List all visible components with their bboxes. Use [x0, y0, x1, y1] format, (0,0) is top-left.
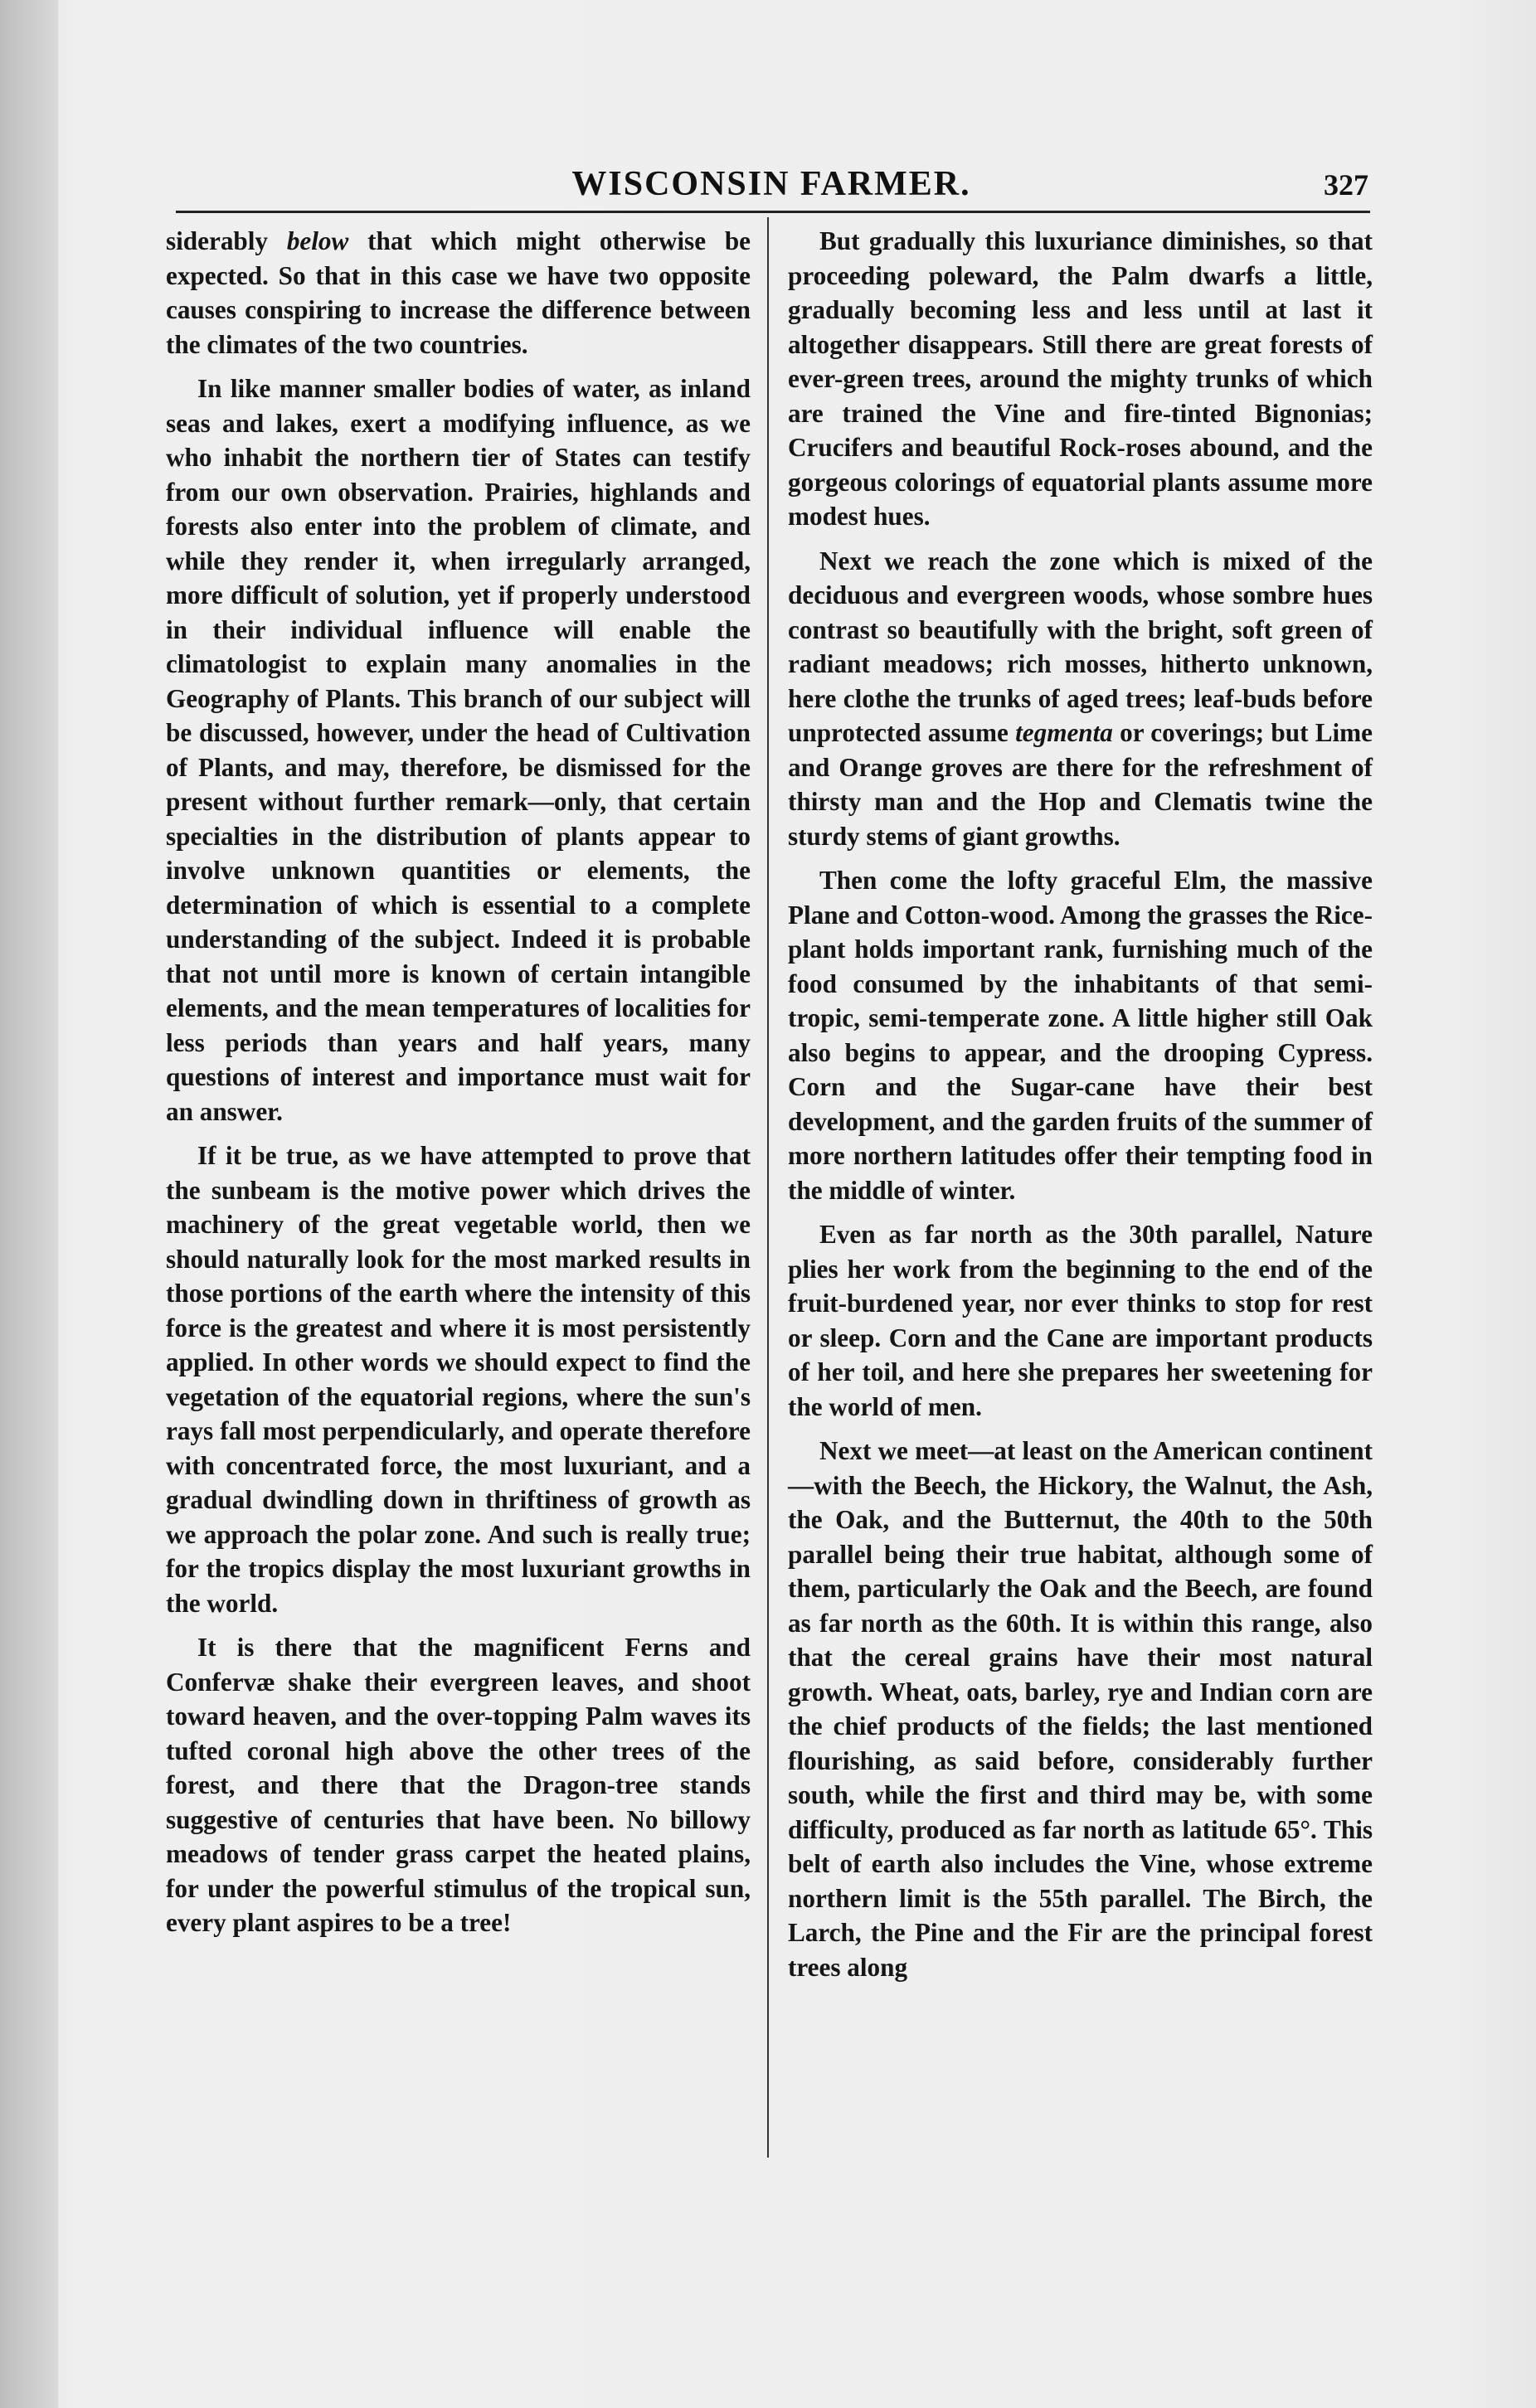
right-paragraph-1: But gradually this luxuriance diminishes, so that proceeding poleward, the Palm dwarfs a little, gradually becoming less and less until at last it altogether disappears. Still there are great forests of ever-green trees, around the mighty trunks of which are trained the Vine and fire-tinted Bignonias; Crucifers and beautiful Rock-roses abound, and the gorgeous colorings of equatorial plants assume more modest hues. — [788, 226, 1373, 531]
page-gutter-shadow — [0, 0, 58, 2408]
right-paragraph-5: Next we meet—at least on the American continent—with the Beech, the Hickory, the Walnut, the Ash, the Oak, and the Butternut, the 40th to the 50th parallel being their true habitat, although some of them, particularly the Oak and the Beech, are found as far north as the 60th. It is within this range, also that the cereal grains have their most natural growth. Wheat, oats, barley, rye and Indian corn are the chief products of the fields; the last mentioned flourishing, as said before, considerably further south, while the first and third may be, with some difficulty, produced as far north as latitude 65°. This belt of earth also includes the Vine, whose extreme northern limit is the 55th parallel. The Birch, the Larch, the Pine and the Fir are the principal forest trees along — [788, 1436, 1373, 1982]
left-column — [166, 224, 751, 1950]
left-paragraph-4: It is there that the magnificent Ferns and Confervæ shake their evergreen leaves, and shoot toward heaven, and the over-topping Palm waves its tufted coronal high above the other trees of the forest, and there that the Dragon-tree stands suggestive of centuries that have been. No billowy meadows of tender grass carpet the heated plains, for under the powerful stimulus of the tropical sun, every plant aspires to be a tree! — [166, 1633, 751, 1937]
header-rule — [176, 211, 1370, 213]
running-title: WISCONSIN FARMER. — [571, 165, 971, 203]
left-paragraph-3: If it be true, as we have attempted to prove that the sunbeam is the motive power which drives the machinery of the great vegetable world, then we should naturally look for the most marked results in those portions of the earth where the intensity of this force is the greatest and where it is most persistently applied. In other words we should expect to find the vegetation of the equatorial regions, where the sun's rays fall most perpendicularly, and operate therefore with concentrated force, the most luxuriant, and a gradual dwindling down in thriftiness of growth as we approach the polar zone. And such is really true; for the tropics display the most luxuriant growths in the world. — [166, 1141, 751, 1618]
left-paragraph-1: siderably below that which might otherwise be expected. So that in this case we have two opposite causes conspiring to increase the difference between the climates of the two countries. — [166, 226, 751, 359]
right-paragraph-3: Then come the lofty graceful Elm, the massive Plane and Cotton-wood. Among the grasses the Rice-plant holds important rank, furnishing much of the food consumed by the inhabitants of that semi-tropic, semi-temperate zone. A little higher still Oak also begins to appear, and the drooping Cypress. Corn and the Sugar-cane have their best development, and the garden fruits of the summer of more northern latitudes offer their tempting food in the middle of winter. — [788, 866, 1373, 1205]
column-divider — [767, 217, 769, 2158]
running-head — [174, 164, 1368, 214]
right-paragraph-4: Even as far north as the 30th parallel, Nature plies her work from the beginning to the end of the fruit-burdened year, nor ever thinks to stop for rest or sleep. Corn and the Cane are important products of her toil, and here she prepares her sweetening for the world of men. — [788, 1220, 1373, 1421]
right-paragraph-2: Next we reach the zone which is mixed of the deciduous and evergreen woods, whose sombre hues contrast so beautifully with the bright, soft green of radiant meadows; rich mosses, hitherto unknown, here clothe the trunks of aged trees; leaf-buds before unprotected assume tegmenta or coverings; but Lime and Orange groves are there for the refreshment of thirsty man and the Hop and Clematis twine the sturdy stems of giant growths. — [788, 546, 1373, 851]
page-number: 327 — [1324, 168, 1368, 201]
left-paragraph-2: In like manner smaller bodies of water, as inland seas and lakes, exert a modifying influence, as we who inhabit the northern tier of States can testify from our own observation. Prairies, highlands and forests also enter into the problem of climate, and while they render it, when irregularly arranged, more difficult of solution, yet if properly understood in their individual influence will enable the climatologist to explain many anomalies in the Geography of Plants. This branch of our subject will be discussed, however, under the head of Cultivation of Plants, and may, therefore, be dismissed for the present without further remark—only, that certain specialties in the distribution of plants appear to involve unknown quantities or elements, the determination of which is essential to a complete understanding of the subject. Indeed it is probable that not until more is known of certain intangible elements, and the mean temperatures of localities for less periods than years and half years, many questions of interest and importance must wait for an answer. — [166, 374, 751, 1126]
right-column — [788, 224, 1373, 1994]
